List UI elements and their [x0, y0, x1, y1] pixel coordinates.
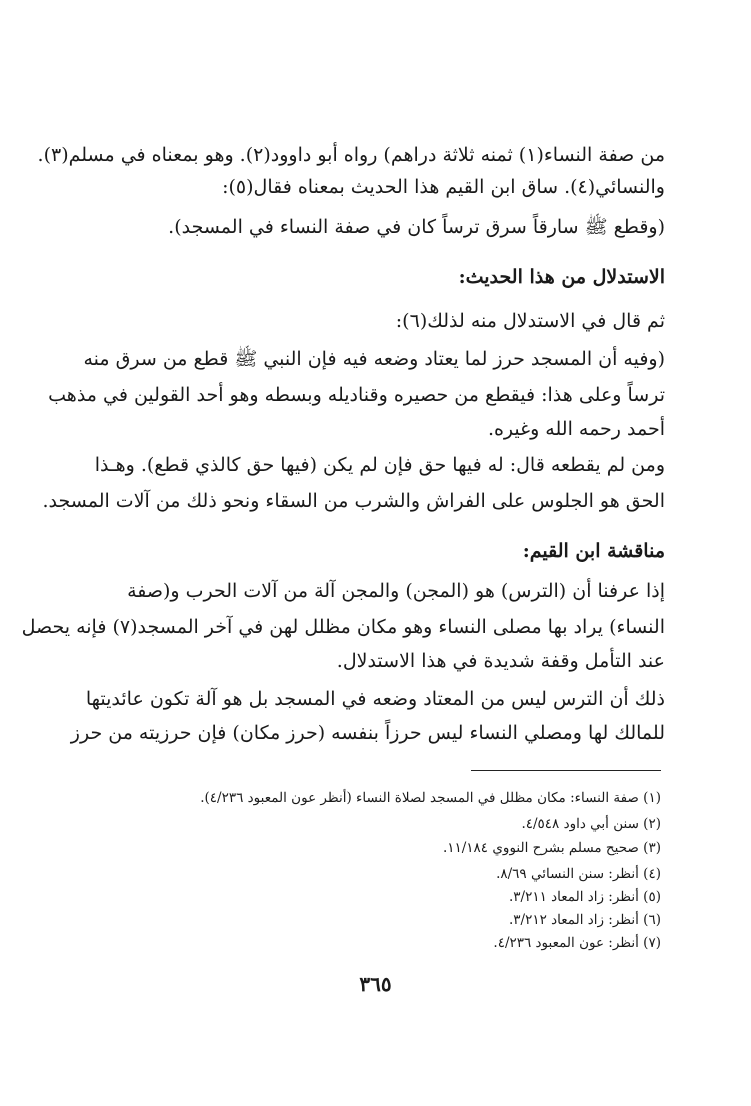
footnote-3: (٣) صحيح مسلم بشرح النووي ١١/١٨٤. [442, 840, 661, 856]
footnote-6: (٦) أنظر: زاد المعاد ٣/٢١٢. [508, 912, 661, 928]
body-line-10: الحق هو الجلوس على الفراش والشرب من السقاء ونحو ذلك من آلات المسجد. [42, 490, 665, 512]
section-heading-istidlal: الاستدلال من هذا الحديث: [458, 266, 665, 288]
footnote-1: (١) صفة النساء: مكان مظلل في المسجد لصلاة النساء (أنظر عون المعبود ٤/٢٣٦). [200, 790, 661, 806]
body-line-16: للمالك لها ومصلي النساء ليس حرزاً بنفسه (حرز مكان) فإن حرزيته من حرز [70, 722, 665, 744]
footnote-separator [471, 770, 661, 771]
footnote-4: (٤) أنظر: سنن النسائي ٨/٦٩. [496, 866, 661, 882]
body-line-5: ثم قال في الاستدلال منه لذلك(٦): [395, 310, 665, 332]
body-line-8: أحمد رحمه الله وغيره. [487, 418, 665, 440]
body-line-9: ومن لم يقطعه قال: له فيها حق فإن لم يكن (فيها حق كالذي قطع). وهـذا [94, 454, 665, 476]
body-line-1: من صفة النساء(١) ثمنه ثلاثة دراهم) رواه أبو داوود(٢). وهو بمعناه في مسلم(٣). [37, 144, 665, 166]
body-line-2: والنسائي(٤). ساق ابن القيم هذا الحديث بمعناه فقال(٥): [222, 176, 665, 198]
body-line-12: إذا عرفنا أن (الترس) هو (المجن) والمجن آلة من آلات الحرب و(صفة [127, 580, 665, 602]
body-line-6: (وفيه أن المسجد حرز لما يعتاد وضعه فيه فإن النبي ﷺ قطع من سرق منه [83, 348, 665, 370]
body-line-3: (وقطع ﷺ سارقاً سرق ترساً كان في صفة النساء في المسجد). [168, 216, 665, 238]
page-number: ٣٦٥ [359, 972, 392, 996]
body-line-13: النساء) يراد بها مصلى النساء وهو مكان مظلل لهن في آخر المسجد(٧) فإنه يحصل [21, 616, 665, 638]
footnote-7: (٧) أنظر: عون المعبود ٤/٢٣٦. [493, 935, 661, 951]
section-heading-munaqasha: مناقشة ابن القيم: [522, 540, 665, 562]
footnote-5: (٥) أنظر: زاد المعاد ٣/٢١١. [508, 889, 661, 905]
footnote-2: (٢) سنن أبي داود ٤/٥٤٨. [521, 816, 661, 832]
body-line-14: عند التأمل وقفة شديدة في هذا الاستدلال. [336, 650, 665, 672]
body-line-15: ذلك أن الترس ليس من المعتاد وضعه في المسجد بل هو آلة تكون عائديتها [85, 688, 665, 710]
body-line-7: ترساً وعلى هذا: فيقطع من حصيره وقناديله وبسطه وهو أحد القولين في مذهب [48, 384, 665, 406]
